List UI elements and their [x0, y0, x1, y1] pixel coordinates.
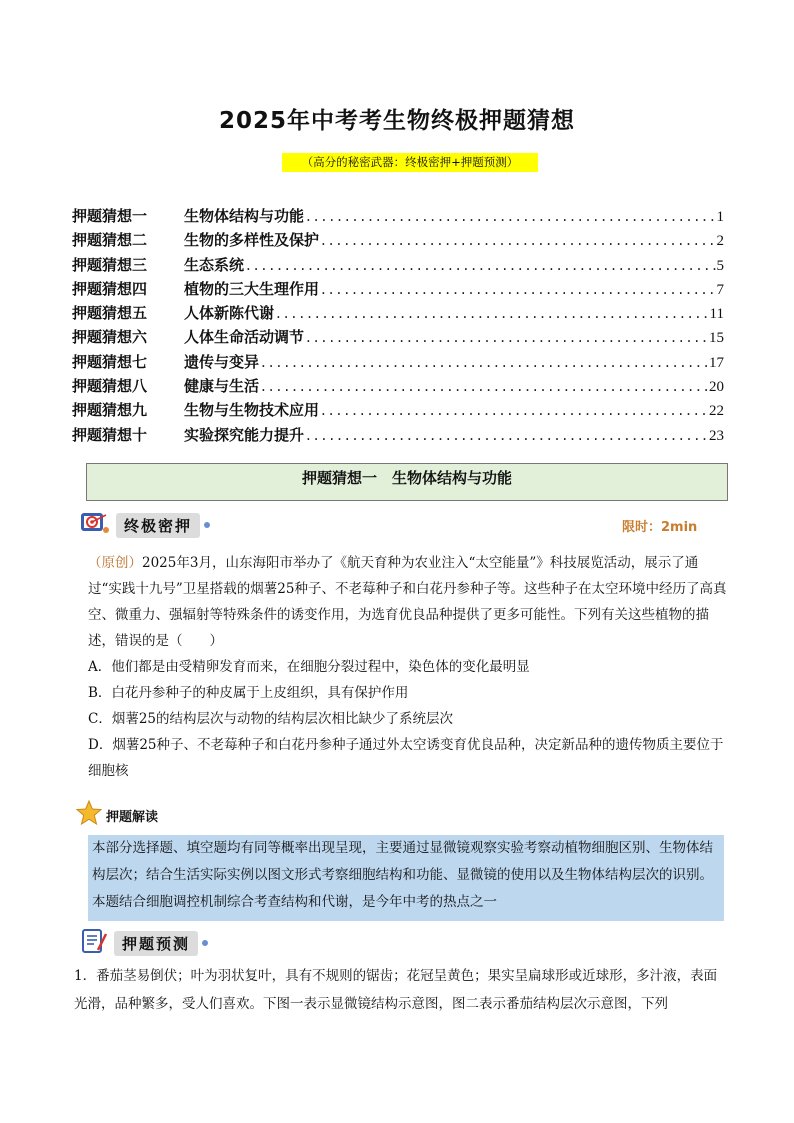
toc-item[interactable] — [72, 399, 724, 423]
toc-number: 押题猜想九 — [72, 401, 148, 420]
toc-page: 2 — [716, 233, 724, 250]
toc-item[interactable] — [72, 302, 724, 326]
time-limit: 限时：2min — [622, 520, 698, 535]
document-subtitle: （高分的秘密武器：终极密押+押题预测） — [282, 153, 538, 172]
toc-page: 22 — [709, 403, 724, 420]
toc-number: 押题猜想五 — [72, 304, 148, 323]
toc-item[interactable] — [72, 424, 724, 448]
toc-leader — [304, 207, 716, 225]
toc-leader — [304, 426, 709, 444]
secret-tag: 终极密押 — [116, 513, 200, 538]
option-c[interactable]: C．烟薯25的结构层次与动物的结构层次相比缺少了系统层次 — [88, 711, 454, 727]
question-stem — [88, 550, 728, 654]
toc-item[interactable] — [72, 351, 724, 375]
toc-item[interactable] — [72, 278, 724, 302]
toc-name: 遗传与变异 — [184, 352, 260, 371]
notebook-icon — [80, 928, 108, 958]
toc-page: 11 — [709, 306, 724, 323]
toc-page: 1 — [716, 209, 724, 225]
section-heading: 押题猜想一 生物体结构与功能 — [86, 463, 728, 501]
toc-item[interactable] — [72, 205, 724, 229]
toc-item[interactable] — [72, 229, 724, 253]
origin-label: （原创） — [88, 555, 142, 571]
toc-name: 实验探究能力提升 — [184, 425, 305, 444]
table-of-contents — [72, 205, 724, 448]
toc-leader — [274, 304, 710, 322]
toc-item[interactable] — [72, 326, 724, 350]
toc-name: 人体生命活动调节 — [184, 328, 305, 347]
option-d[interactable]: D．烟薯25种子、不老莓种子和白花丹参种子通过外太空诱变育优良品种，决定新品种的遗传物质主要位于细胞核 — [88, 737, 724, 779]
toc-number: 押题猜想十 — [72, 425, 148, 444]
toc-leader — [259, 377, 709, 395]
toc-number: 押题猜想一 — [72, 207, 148, 225]
dot-icon — [202, 940, 208, 946]
toc-number: 押题猜想二 — [72, 231, 148, 250]
toc-page: 5 — [716, 257, 724, 274]
toc-leader — [304, 328, 709, 346]
toc-number: 押题猜想六 — [72, 328, 148, 347]
toc-number: 押题猜想八 — [72, 377, 148, 396]
document-title: 2025年中考考生物终极押题猜想 — [218, 108, 575, 134]
toc-number: 押题猜想七 — [72, 352, 148, 371]
prediction-tag: 押题预测 — [114, 931, 198, 956]
toc-name: 生物与生物技术应用 — [184, 401, 320, 420]
toc-number: 押题猜想三 — [72, 255, 148, 274]
secret-header — [80, 511, 210, 539]
question-1: 1．番茄茎易倒伏；叶为羽状复叶，具有不规则的锯齿；花冠呈黄色；果实呈扁球形或近球形，多汁液，表面光滑，品种繁多，受人们喜欢。下图一表示显微镜结构示意图，图二表示番茄结构层次示意图，下列 — [74, 968, 718, 1012]
toc-name: 植物的三大生理作用 — [184, 279, 320, 298]
toc-page: 17 — [709, 354, 724, 371]
toc-page: 20 — [709, 379, 724, 396]
toc-leader — [259, 353, 709, 371]
interpretation-label: 押题解读 — [106, 809, 159, 825]
toc-page: 15 — [709, 330, 724, 347]
toc-item[interactable] — [72, 254, 724, 278]
option-b[interactable]: B．白花丹参种子的种皮属于上皮组织，具有保护作用 — [88, 685, 409, 701]
toc-name: 生物体结构与功能 — [184, 207, 305, 225]
option-a[interactable]: A．他们都是由受精卵发育而来，在细胞分裂过程中，染色体的变化最明显 — [88, 659, 530, 675]
toc-leader — [319, 401, 709, 419]
toc-item[interactable] — [72, 375, 724, 399]
star-icon — [76, 800, 102, 830]
interpretation-text: 本部分选择题、填空题均有同等概率出现呈现，主要通过显微镜观察实验考察动植物细胞区别、生物体结构层次；结合生活实际实例以图文形式考察细胞结构和功能、显微镜的使用以及生物体结构层次的识别。本题结合细胞调控机制综合考查结构和代谢，是今年中考的热点之一 — [88, 835, 724, 921]
question-text: 2025年3月，山东海阳市举办了《航天育种为农业注入“太空能量”》科技展览活动，展示了通过“实践十九号”卫星搭载的烟薯25种子、不老莓种子和白花丹参种子等。这些种子在太空环境中经历了高真空、微重力、强辐射等特殊条件的诱变作用，为选育优良品种提供了更多可能性。下列有关这些植物的描述，错误的是（ ） — [88, 555, 727, 649]
interpretation-header — [76, 800, 158, 830]
toc-page: 23 — [709, 427, 724, 444]
question-block — [88, 550, 728, 784]
toc-name: 健康与生活 — [184, 377, 260, 396]
toc-name: 生态系统 — [184, 255, 245, 274]
toc-leader — [319, 231, 716, 249]
target-icon — [80, 511, 110, 539]
toc-number: 押题猜想四 — [72, 279, 148, 298]
dot-icon — [204, 522, 210, 528]
prediction-question — [74, 962, 726, 1018]
prediction-header — [80, 928, 208, 958]
toc-leader — [319, 280, 716, 298]
toc-name: 生物的多样性及保护 — [184, 231, 320, 250]
toc-page: 7 — [716, 281, 724, 298]
toc-leader — [244, 256, 716, 274]
toc-name: 人体新陈代谢 — [184, 304, 275, 323]
